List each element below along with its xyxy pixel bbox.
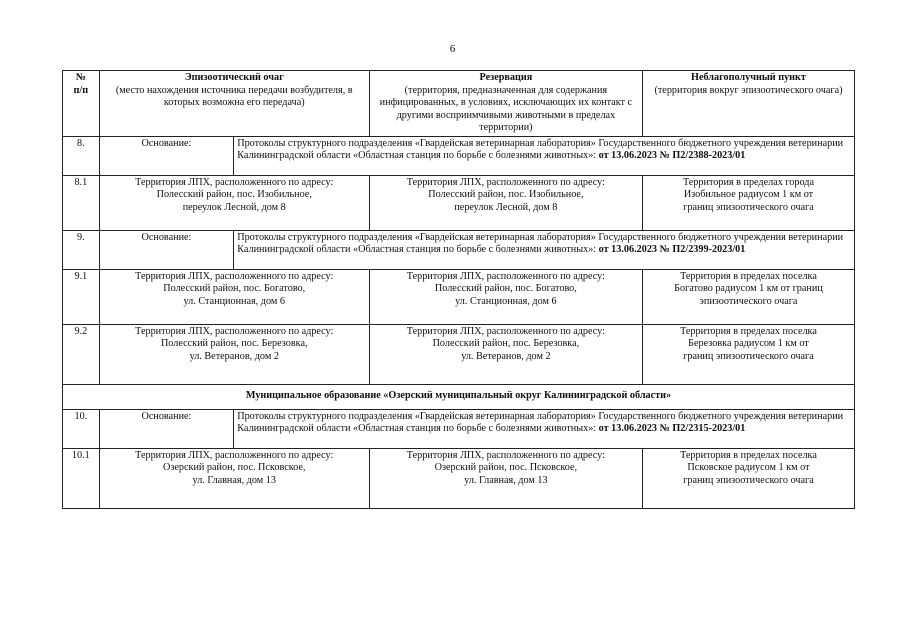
focus-line: Территория ЛПХ, расположенного по адресу: (135, 449, 334, 461)
basis-protocol: от 13.06.2023 № П2/2399-2023/01 (598, 244, 746, 255)
basis-row (63, 136, 855, 175)
header-num (63, 71, 100, 137)
basis-row (63, 409, 855, 448)
basis-text-cell (234, 409, 855, 448)
basis-protocol: от 13.06.2023 № П2/2388-2023/01 (598, 150, 746, 161)
basis-label: Основание: (99, 409, 234, 448)
row-number: 8.1 (63, 175, 100, 230)
header-reservation-sub: (территория, предназначенная для содержания инфицированных, в условиях, исключающих их контакт с другими восприимчивыми животными в пределах территории) (379, 84, 633, 133)
focus-cell (99, 269, 369, 324)
focus-line: Озерский район, пос. Псковское, (163, 462, 306, 473)
reservation-cell (369, 324, 642, 384)
focus-line: ул. Станционная, дом 6 (183, 295, 285, 307)
table-row (63, 448, 855, 508)
reservation-line: Озерский район, пос. Псковское, (434, 462, 578, 473)
unfavorable-line: эпизоотического очага (699, 295, 798, 307)
basis-text-cell (234, 136, 855, 175)
unfavorable-cell (642, 269, 854, 324)
header-reservation-title: Резервация (479, 72, 533, 83)
header-unfavorable-point (642, 71, 854, 137)
focus-line: Территория ЛПХ, расположенного по адресу: (135, 176, 334, 188)
unfavorable-cell (642, 324, 854, 384)
basis-protocol: от 13.06.2023 № П2/2315-2023/01 (598, 423, 746, 434)
reservation-line: ул. Станционная, дом 6 (455, 295, 557, 307)
reservation-line: Полесский район, пос. Изобильное, (428, 189, 584, 200)
header-unfavorable-sub: (территория вокруг эпизоотического очага) (654, 84, 843, 96)
unfavorable-line: Территория в пределах города (682, 176, 814, 188)
basis-row (63, 230, 855, 269)
header-focus (99, 71, 369, 137)
unfavorable-line: Изобильное радиусом 1 км от (683, 189, 814, 200)
unfavorable-line: Псковское радиусом 1 км от (687, 462, 810, 473)
basis-text: Протоколы структурного подразделения «Гвардейская ветеринарная лаборатория» Государственного бюджетного учреждения ветеринарии Калининградской области «Областная станция по борьбе с болезнями животных»: (237, 137, 844, 161)
focus-cell (99, 324, 369, 384)
unfavorable-line: Территория в пределах поселка (680, 449, 817, 461)
basis-label: Основание: (99, 230, 234, 269)
focus-line: ул. Ветеранов, дом 2 (189, 350, 279, 362)
unfavorable-line: Березовка радиусом 1 км от (688, 338, 809, 349)
unfavorable-cell (642, 175, 854, 230)
municipality-title: Муниципальное образование «Озерский муниципальный округ Калининградской области» (63, 384, 855, 409)
row-number: 9.1 (63, 269, 100, 324)
reservation-line: Территория ЛПХ, расположенного по адресу: (406, 325, 605, 337)
table-row (63, 175, 855, 230)
unfavorable-line: Территория в пределах поселка (680, 325, 817, 337)
header-reservation (369, 71, 642, 137)
row-number: 9.2 (63, 324, 100, 384)
reservation-line: Полесский район, пос. Богатово, (434, 283, 577, 294)
header-focus-sub: (место нахождения источника передачи возбудителя, в которых возможна его передача) (115, 84, 353, 108)
reservation-line: ул. Главная, дом 13 (464, 474, 548, 486)
table-header-row (63, 71, 855, 137)
focus-line: Полесский район, пос. Изобильное, (156, 189, 312, 200)
focus-cell (99, 448, 369, 508)
unfavorable-cell (642, 448, 854, 508)
basis-text: Протоколы структурного подразделения «Гвардейская ветеринарная лаборатория» Государственного бюджетного учреждения ветеринарии Калининградской области «Областная станция по борьбе с болезнями животных»: (237, 410, 844, 434)
table-row (63, 269, 855, 324)
reservation-line: Территория ЛПХ, расположенного по адресу: (406, 270, 605, 282)
focus-line: Полесский район, пос. Березовка, (160, 338, 308, 349)
reservation-line: Полесский район, пос. Березовка, (432, 338, 580, 349)
header-unfavorable-title: Неблагополучный пункт (691, 72, 806, 83)
unfavorable-line: Территория в пределах поселка (680, 270, 817, 282)
unfavorable-line: границ эпизоотического очага (683, 350, 814, 362)
header-focus-title: Эпизоотический очаг (184, 72, 284, 83)
reservation-cell (369, 448, 642, 508)
unfavorable-line: Богатово радиусом 1 км от границ (674, 283, 823, 294)
focus-line: Территория ЛПХ, расположенного по адресу: (135, 325, 334, 337)
row-number: 8. (63, 136, 100, 175)
municipality-row (63, 384, 855, 409)
unfavorable-line: границ эпизоотического очага (683, 201, 814, 213)
epizootic-table (62, 70, 855, 509)
table-row (63, 324, 855, 384)
row-number: 10. (63, 409, 100, 448)
reservation-line: переулок Лесной, дом 8 (454, 201, 558, 213)
focus-line: ул. Главная, дом 13 (192, 474, 276, 486)
row-number: 9. (63, 230, 100, 269)
reservation-cell (369, 269, 642, 324)
basis-text-cell (234, 230, 855, 269)
basis-text: Протоколы структурного подразделения «Гвардейская ветеринарная лаборатория» Государственного бюджетного учреждения ветеринарии Калининградской области «Областная станция по борьбе с болезнями животных»: (237, 231, 844, 255)
reservation-line: Территория ЛПХ, расположенного по адресу: (406, 449, 605, 461)
basis-label: Основание: (99, 136, 234, 175)
focus-line: Территория ЛПХ, расположенного по адресу: (135, 270, 334, 282)
row-number: 10.1 (63, 448, 100, 508)
focus-line: переулок Лесной, дом 8 (182, 201, 286, 213)
unfavorable-line: границ эпизоотического очага (683, 474, 814, 486)
page-number: 6 (449, 43, 456, 55)
reservation-cell (369, 175, 642, 230)
focus-line: Полесский район, пос. Богатово, (163, 283, 306, 294)
reservation-line: ул. Ветеранов, дом 2 (461, 350, 551, 362)
focus-cell (99, 175, 369, 230)
header-num-label: № п/п (73, 72, 89, 96)
reservation-line: Территория ЛПХ, расположенного по адресу: (406, 176, 605, 188)
